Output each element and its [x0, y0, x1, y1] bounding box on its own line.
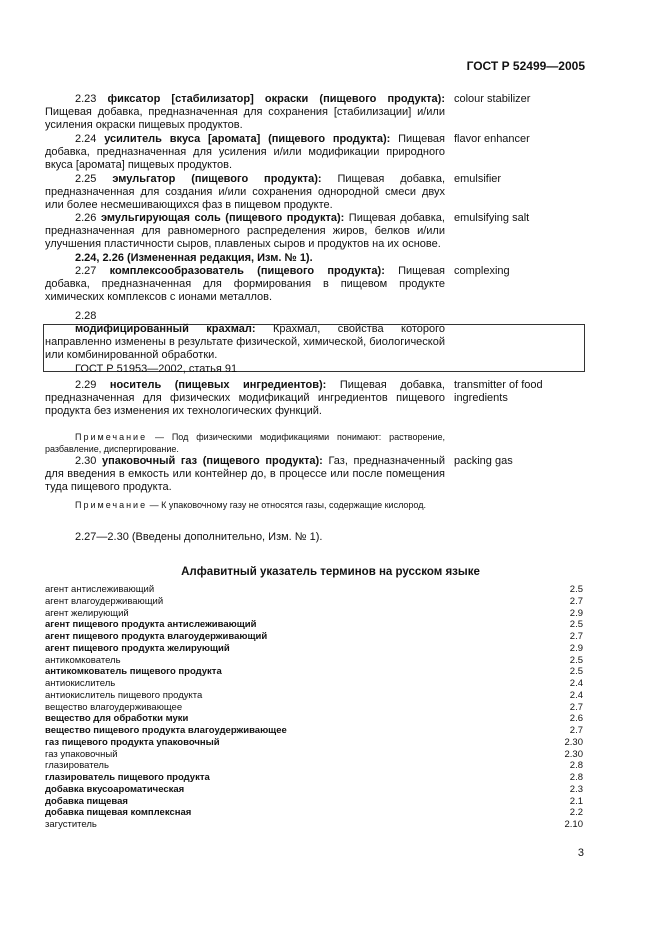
amendment-note-1: 2.24, 2.26 (Измененная редакция, Изм. № 1). — [75, 252, 313, 264]
index-row — [45, 690, 583, 702]
index-term: агент желирующий — [45, 607, 129, 619]
index-number: 2.9 — [569, 642, 583, 654]
index-term: вещество для обработки муки — [45, 713, 189, 725]
entry-2-27-english: complexing — [454, 265, 510, 277]
entry-2-28-number: 2.28 — [75, 310, 97, 322]
entry-2-26: 2.26 эмульгирующая соль (пищевого продукта): Пищевая добавка, предназначенная для равномерного распределения жиров, белков и/или улучшения пластичности сыров, плавленых сыров и продуктов на их основе. — [45, 212, 445, 251]
index-row — [45, 784, 583, 796]
index-row — [45, 596, 583, 608]
index-row — [45, 772, 583, 784]
index-term: агент пищевого продукта влагоудерживающий — [45, 631, 268, 642]
index-number: 2.8 — [569, 772, 583, 783]
note-2-30: Примечание — К упаковочному газу не относятся газы, содержащие кислород. — [75, 500, 426, 510]
index-row — [45, 631, 583, 643]
index-number: 2.7 — [569, 701, 583, 713]
index-term: агент пищевого продукта желирующий — [45, 642, 230, 654]
index-number: 2.3 — [569, 783, 583, 795]
index-number: 2.5 — [569, 654, 583, 666]
index-row — [45, 678, 583, 690]
index-row — [45, 619, 583, 631]
index-term: агент влагоудерживающий — [45, 595, 164, 607]
index-row — [45, 749, 583, 761]
index-term: агент антислеживающий — [45, 584, 155, 595]
index-term: вещество влагоудерживающее — [45, 701, 183, 713]
page-number: 3 — [577, 847, 584, 859]
entry-2-27: 2.27 комплексообразователь (пищевого продукта): Пищевая добавка, предназначенная для формирования в пищевом продукте химических комплексов с ионами металлов. — [45, 265, 446, 304]
index-number: 2.4 — [569, 689, 583, 701]
alphabetical-index — [45, 584, 583, 831]
entry-2-23: 2.23 фиксатор [стабилизатор] окраски (пищевого продукта): Пищевая добавка, предназначенная для сохранения [стабилизации] и/или усиления окраски пищевых продуктов. — [45, 93, 445, 132]
entry-2-26-english: emulsifying salt — [454, 212, 530, 224]
index-number: 2.5 — [569, 666, 583, 678]
note-2-29: Примечание — Под физическими модификациями понимают: растворение, разбавление, диспергирование. — [45, 432, 445, 454]
amendment-note-2: 2.27—2.30 (Введены дополнительно, Изм. № 1). — [75, 531, 323, 543]
entry-2-29-english: transmitter of food ingredients — [454, 379, 543, 405]
index-number: 2.5 — [569, 619, 583, 631]
entry-2-25-english: emulsifier — [454, 173, 502, 185]
index-number: 2.7 — [569, 725, 583, 736]
entry-2-24: 2.24 усилитель вкуса [аромата] (пищевого продукта): Пищевая добавка, предназначенная для усиления и/или модификации природного вкуса [аромата] пищевых продуктов. — [45, 133, 445, 172]
index-row — [45, 666, 583, 678]
index-row — [45, 584, 583, 596]
index-term: антиокислитель пищевого продукта — [45, 689, 203, 701]
index-row — [45, 796, 583, 808]
index-row — [45, 819, 583, 831]
index-row — [45, 760, 583, 772]
index-number: 2.9 — [569, 607, 583, 619]
index-term: газ упаковочный — [45, 748, 118, 760]
index-row — [45, 702, 583, 714]
index-row — [45, 713, 583, 725]
index-term: добавка вкусоароматическая — [45, 783, 185, 795]
index-term: антикомкователь пищевого продукта — [45, 666, 222, 678]
index-row — [45, 737, 583, 749]
index-title: Алфавитный указатель терминов на русском языке — [181, 566, 480, 578]
index-term: вещество пищевого продукта влагоудерживающее — [45, 725, 287, 736]
index-number: 2.4 — [569, 678, 583, 689]
index-term: антикомкователь — [45, 654, 121, 666]
index-number: 2.1 — [569, 795, 583, 807]
entry-2-29: 2.29 носитель (пищевых ингредиентов): Пищевая добавка, предназначенная для физических модификаций ингредиентов пищевого продукта без изменения их технологических функций. — [45, 379, 445, 418]
index-number: 2.7 — [569, 595, 583, 607]
entry-2-30: 2.30 упаковочный газ (пищевого продукта): Газ, предназначенный для введения в емкость или контейнер до, в процессе или после помещения туда пищевого продукта. — [45, 455, 445, 494]
index-number: 2.8 — [569, 760, 583, 772]
index-row — [45, 643, 583, 655]
index-number: 2.6 — [569, 713, 583, 725]
index-number: 2.5 — [569, 584, 583, 595]
index-number: 2.10 — [564, 819, 583, 830]
document-id: ГОСТ Р 52499—2005 — [466, 59, 585, 73]
index-number: 2.2 — [569, 807, 583, 819]
entry-2-24-english: flavor enhancer — [454, 133, 530, 145]
index-term: загуститель — [45, 819, 97, 830]
index-number: 2.7 — [569, 631, 583, 642]
index-term: газ пищевого продукта упаковочный — [45, 736, 220, 748]
index-term: глазирователь пищевого продукта — [45, 772, 210, 783]
index-row — [45, 655, 583, 667]
index-term: антиокислитель — [45, 678, 116, 689]
index-number: 2.30 — [564, 748, 583, 760]
index-term: добавка пищевая — [45, 795, 128, 807]
index-term: агент пищевого продукта антислеживающий — [45, 619, 257, 631]
index-row — [45, 725, 583, 737]
entry-2-28: модифицированный крахмал: Крахмал, свойства которого направленно изменены в результате физической, химической, биологической или комбинированной обработки. ГОСТ Р 51953—2002, статья 91 — [45, 323, 445, 375]
index-row — [45, 608, 583, 620]
index-term: глазирователь — [45, 760, 109, 772]
entry-2-25: 2.25 эмульгатор (пищевого продукта): Пищевая добавка, предназначенная для создания и/или сохранения однородной смеси двух или более несмешивающихся фаз в пищевом продукте. — [45, 173, 445, 212]
index-term: добавка пищевая комплексная — [45, 807, 192, 819]
entry-2-23-english: colour stabilizer — [454, 93, 531, 105]
entry-2-30-english: packing gas — [454, 455, 513, 467]
entry-2-28-source: ГОСТ Р 51953—2002, статья 91 — [75, 362, 238, 375]
index-row — [45, 807, 583, 819]
index-number: 2.30 — [564, 736, 583, 748]
